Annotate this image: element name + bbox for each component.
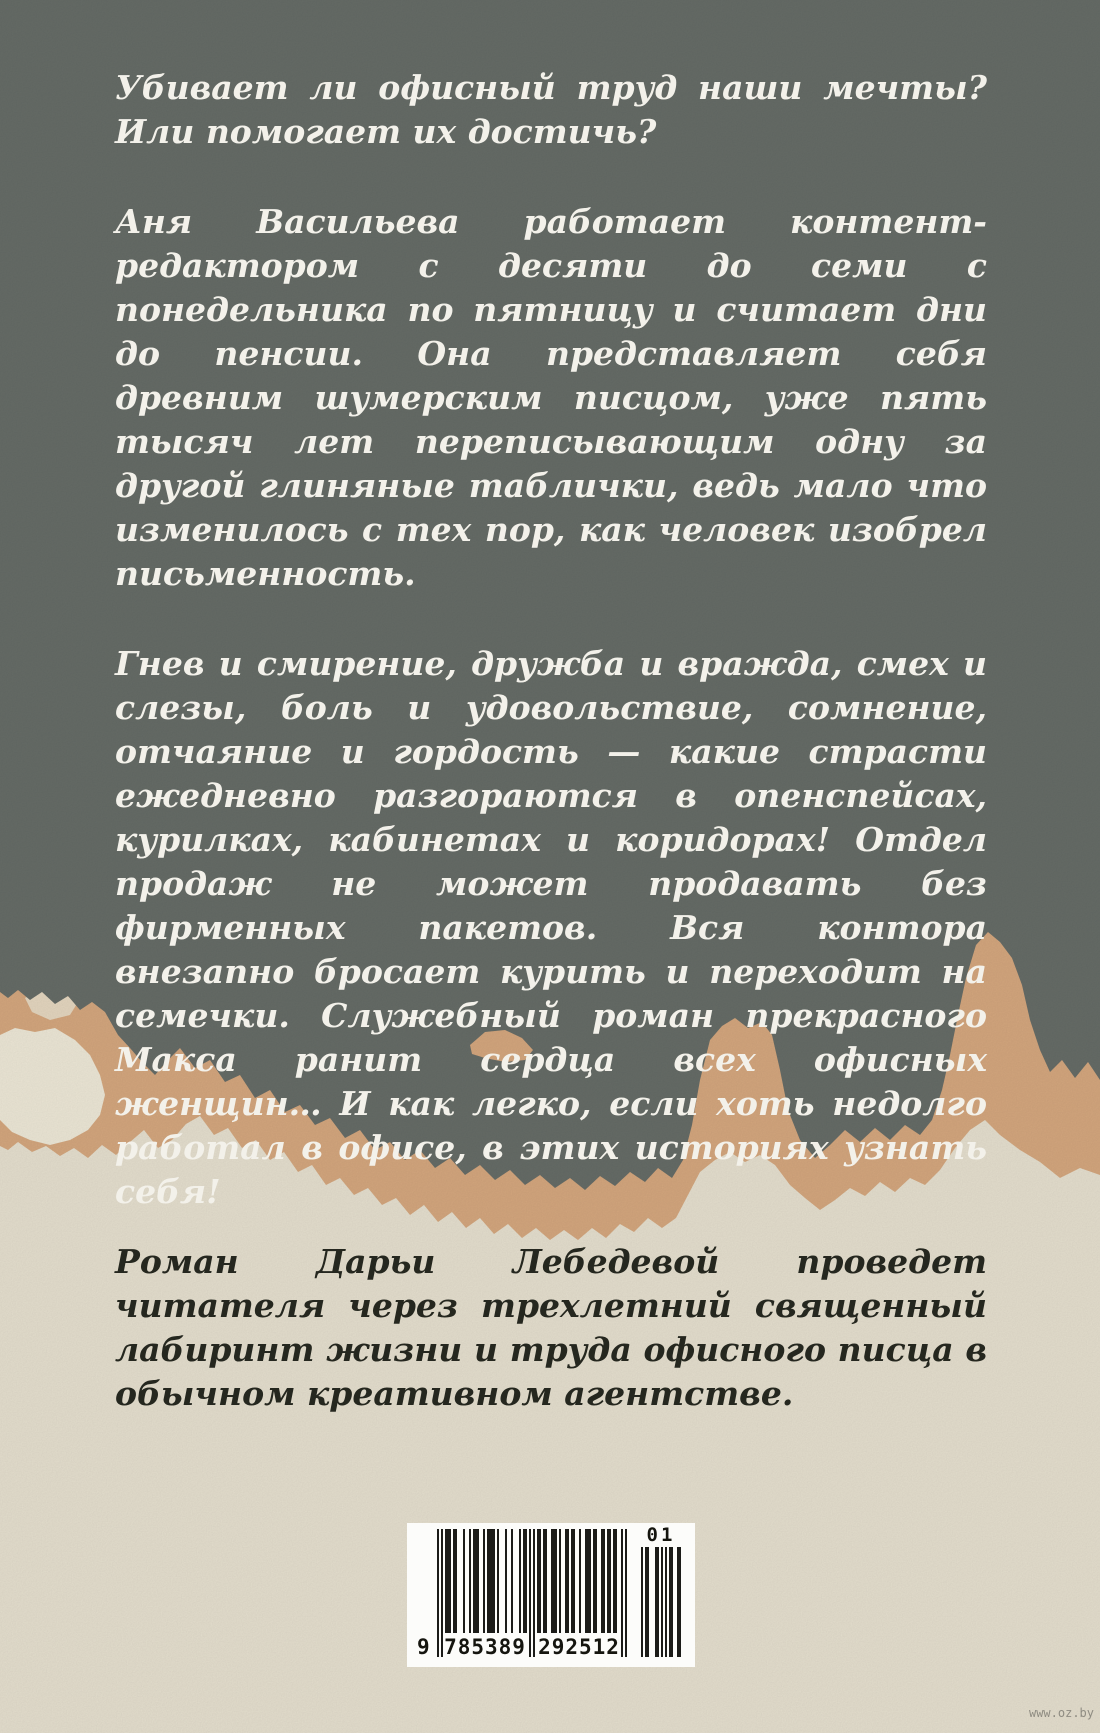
barcode-lead-digit: 9	[417, 1635, 430, 1659]
footer-annotation-text: Роман Дарьи Лебедевой проведет читателя через трехлетний священный лабиринт жизни и труда офисного писца в обычном креативном агентстве.	[115, 1242, 987, 1413]
barcode-addon-digits: 01	[646, 1524, 676, 1546]
blurb-paragraph-2: Аня Васильева работает контент-редактором с десяти до семи с понедельника по пятницу и считает дни до пенсии. Она представляет себя древним шумерским писцом, уже пять тысяч лет переписывающим одну за другой глиняные таблички, ведь мало что изменилось с тех пор, как человек изобрел письменность.	[115, 202, 987, 593]
barcode-digit-group-1: 785389	[444, 1635, 526, 1659]
watermark-text: www.oz.by	[1028, 1706, 1094, 1720]
barcode-label	[407, 1523, 695, 1667]
blurb-text-block	[115, 66, 987, 1260]
blurb-paragraph-3: Гнев и смирение, дружба и вражда, смех и слезы, боль и удовольствие, сомнение, отчаяние и гордость — какие страсти ежедневно разгораются в опенспейсах, курилках, кабинетах и коридорах! Отдел продаж не может продавать без фирменных пакетов. Вся контора внезапно бросает курить и переходит на семечки. Служебный роман прекрасного Макса ранит сердца всех офисных женщин… И как легко, если хоть недолго работал в офисе, в этих историях узнать себя!	[115, 644, 987, 1211]
barcode-digit-group-2: 292512	[538, 1635, 620, 1659]
blurb-paragraph-1: Убивает ли офисный труд наши мечты? Или помогает их достичь?	[115, 68, 987, 151]
